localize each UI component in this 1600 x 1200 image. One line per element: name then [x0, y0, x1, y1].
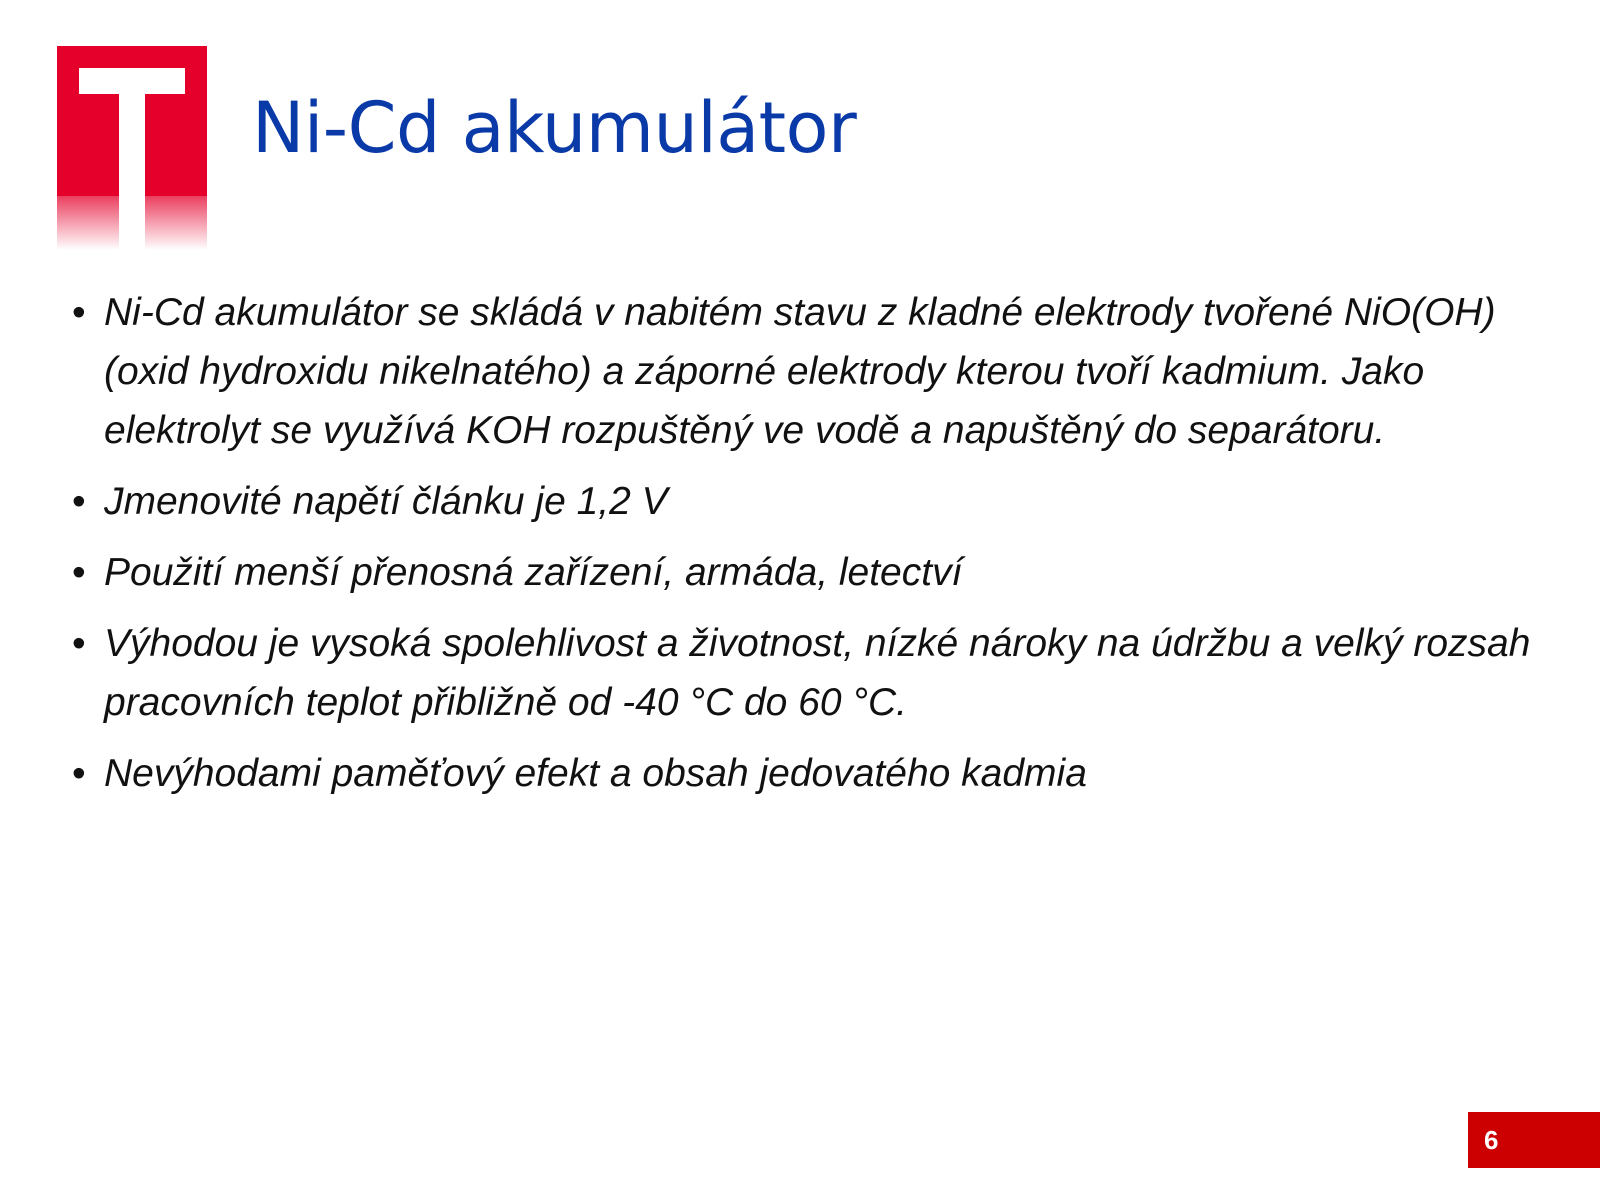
page-number-badge: 6 — [1468, 1112, 1600, 1168]
bullet-icon: • — [72, 291, 86, 334]
slide-title: Ni-Cd akumulátor — [252, 87, 857, 169]
bullet-icon: • — [72, 551, 86, 594]
bullet-item — [72, 614, 1572, 732]
bullet-text: Nevýhodami paměťový efekt a obsah jedovatého kadmia — [104, 752, 1087, 795]
bullet-icon: • — [72, 752, 86, 795]
bullet-list — [72, 283, 1572, 815]
bullet-text: Použití menší přenosná zařízení, armáda, letectví — [104, 551, 963, 594]
bullet-item — [72, 472, 1572, 531]
bullet-text: Ni-Cd akumulátor se skládá v nabitém stavu z kladné elektrody tvořené NiO(OH) (oxid hydroxidu nikelnatého) a záporné elektrody kterou tvoří kadmium. Jako elektrolyt se využívá KOH rozpuštěný ve vodě a napuštěný do separátoru. — [104, 291, 1496, 452]
bullet-icon: • — [72, 480, 86, 523]
bullet-text: Výhodou je vysoká spolehlivost a životnost, nízké nároky na údržbu a velký rozsah pracovních teplot přibližně od -40 °C do 60 °C. — [104, 622, 1531, 724]
bullet-item — [72, 744, 1572, 803]
bullet-text: Jmenovité napětí článku je 1,2 V — [104, 480, 668, 523]
bullet-item — [72, 283, 1572, 460]
bullet-icon: • — [72, 622, 86, 665]
bullet-item — [72, 543, 1572, 602]
ctu-logo-icon — [57, 46, 207, 250]
